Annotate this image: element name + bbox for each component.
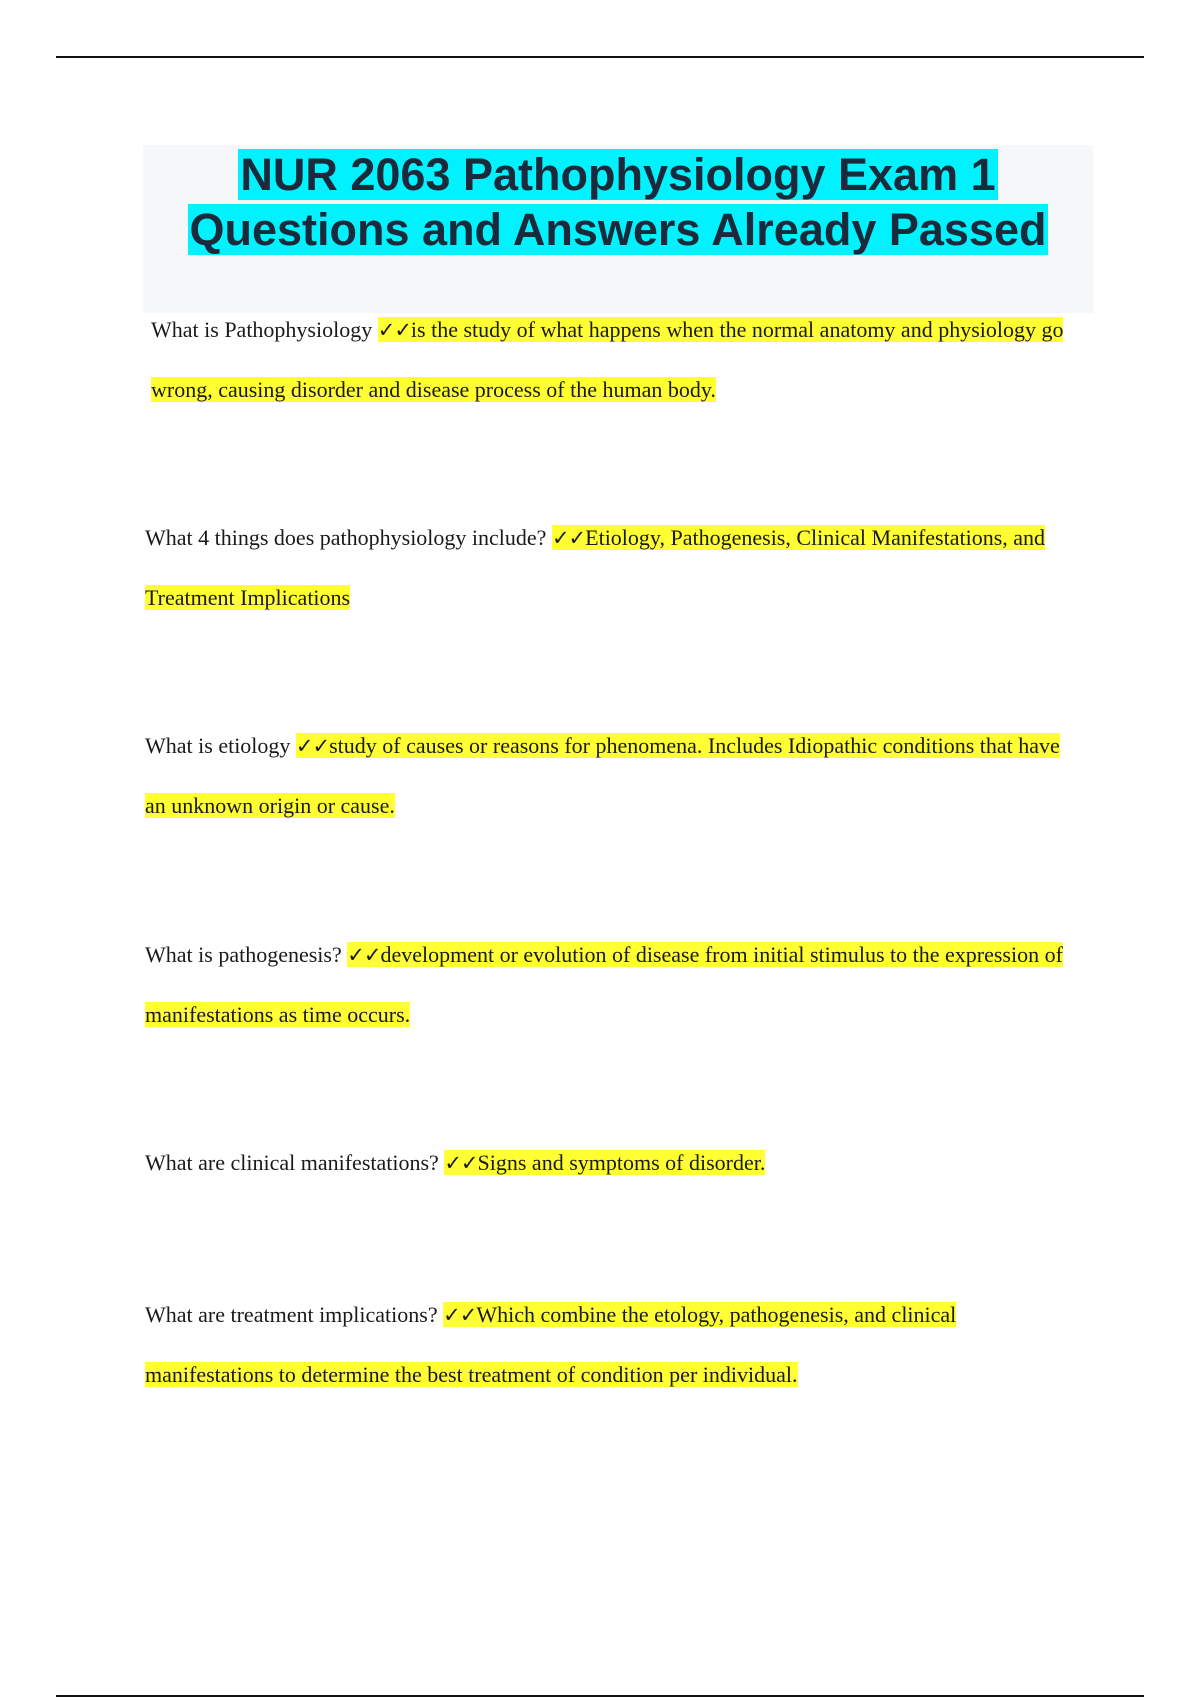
title-line-1: NUR 2063 Pathophysiology Exam 1 (240, 149, 996, 200)
double-check-icon: ✓✓ (377, 318, 411, 342)
answer-text (444, 1150, 765, 1175)
question-text: What is Pathophysiology (151, 317, 378, 342)
double-check-icon: ✓✓ (443, 1303, 477, 1327)
answer-body: Signs and symptoms of disorder. (477, 1150, 766, 1175)
qa-item-pathophysiology (151, 300, 1081, 420)
top-rule (56, 56, 1144, 58)
question-text: What 4 things does pathophysiology include? (145, 525, 552, 550)
title-block (143, 145, 1093, 313)
qa-item-etiology (145, 716, 1075, 836)
qa-item-pathogenesis (145, 925, 1075, 1045)
answer-body: Etiology, Pathogenesis, Clinical Manifestations, and Treatment Implications (145, 525, 1046, 610)
answer-body: development or evolution of disease from initial stimulus to the expression of manifestations as time occurs. (145, 942, 1063, 1027)
double-check-icon: ✓✓ (551, 526, 586, 550)
qa-item-treatment-implications (145, 1285, 1075, 1405)
question-text: What are treatment implications? (145, 1302, 444, 1327)
question-text: What are clinical manifestations? (145, 1150, 445, 1175)
double-check-icon: ✓✓ (347, 943, 381, 967)
qa-item-includes (145, 508, 1075, 628)
double-check-icon: ✓✓ (295, 734, 330, 758)
title-line-2: Questions and Answers Already Passed (189, 204, 1047, 255)
answer-body: study of causes or reasons for phenomena. Includes Idiopathic conditions that have an unknown origin or cause. (145, 733, 1060, 818)
question-text: What is etiology (145, 733, 296, 758)
document-title (143, 145, 1093, 257)
double-check-icon: ✓✓ (444, 1151, 478, 1175)
answer-body: Which combine the etology, pathogenesis, and clinical manifestations to determine the best treatment of condition per individual. (145, 1302, 957, 1387)
question-text: What is pathogenesis? (145, 942, 348, 967)
bottom-rule (56, 1695, 1144, 1697)
answer-body: is the study of what happens when the normal anatomy and physiology go wrong, causing disorder and disease process of the human body. (151, 317, 1064, 402)
qa-item-clinical-manifestations (145, 1133, 1075, 1193)
